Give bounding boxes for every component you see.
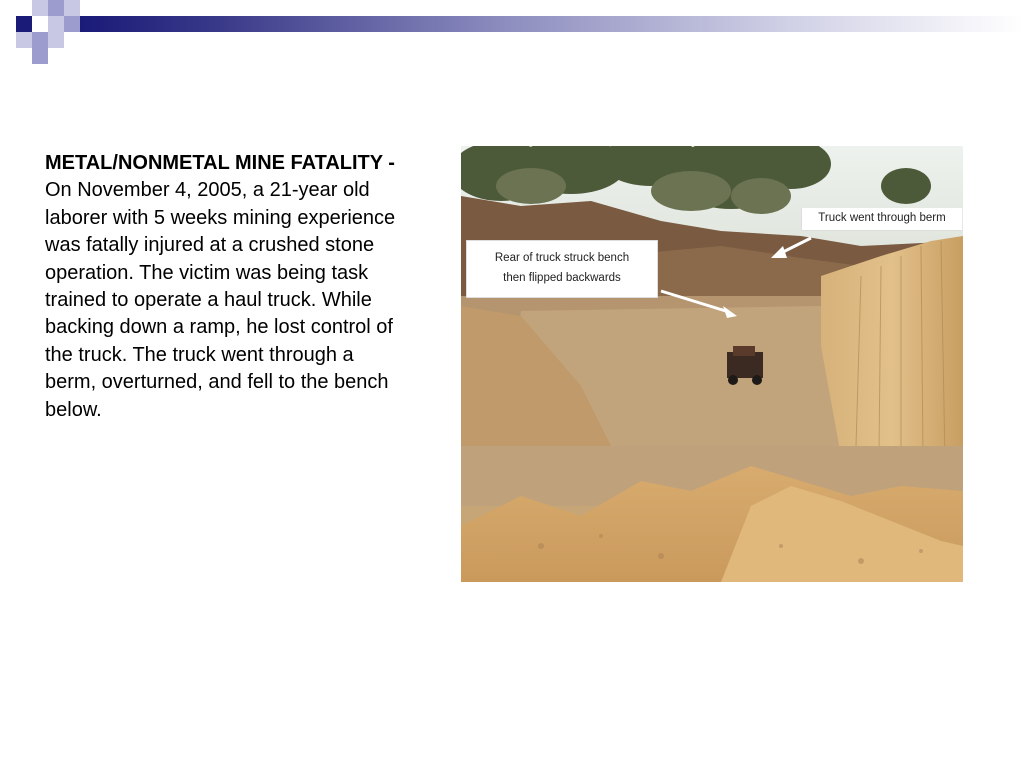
deco-square xyxy=(48,32,64,48)
deco-square xyxy=(32,48,48,64)
fatality-heading: METAL/NONMETAL MINE FATALITY - xyxy=(45,152,395,174)
deco-square xyxy=(16,32,32,48)
deco-square xyxy=(64,16,80,32)
deco-square xyxy=(32,0,48,16)
deco-square xyxy=(32,32,48,48)
deco-square xyxy=(48,16,64,32)
callout-truck-berm: Truck went through berm xyxy=(801,208,962,231)
mine-site-photo xyxy=(461,146,963,582)
callout-rear-bench xyxy=(466,240,658,298)
deco-square xyxy=(16,16,32,32)
deco-square xyxy=(64,0,80,16)
callout-line: Rear of truck struck bench xyxy=(494,252,630,264)
callout-line: then flipped backwards xyxy=(503,272,621,284)
fatality-description xyxy=(45,150,405,424)
header-gradient-bar xyxy=(80,16,1024,32)
slide-header-decoration xyxy=(0,0,1024,64)
fatality-body: On November 4, 2005, a 21-year old laborer with 5 weeks mining experience was fatally injured at a crushed stone operation. The victim was being task trained to operate a haul truck. While backing down a ramp, he lost control of the truck. The truck went through a berm, overturned, and fell to the bench below. xyxy=(45,179,396,421)
deco-square xyxy=(48,0,64,16)
